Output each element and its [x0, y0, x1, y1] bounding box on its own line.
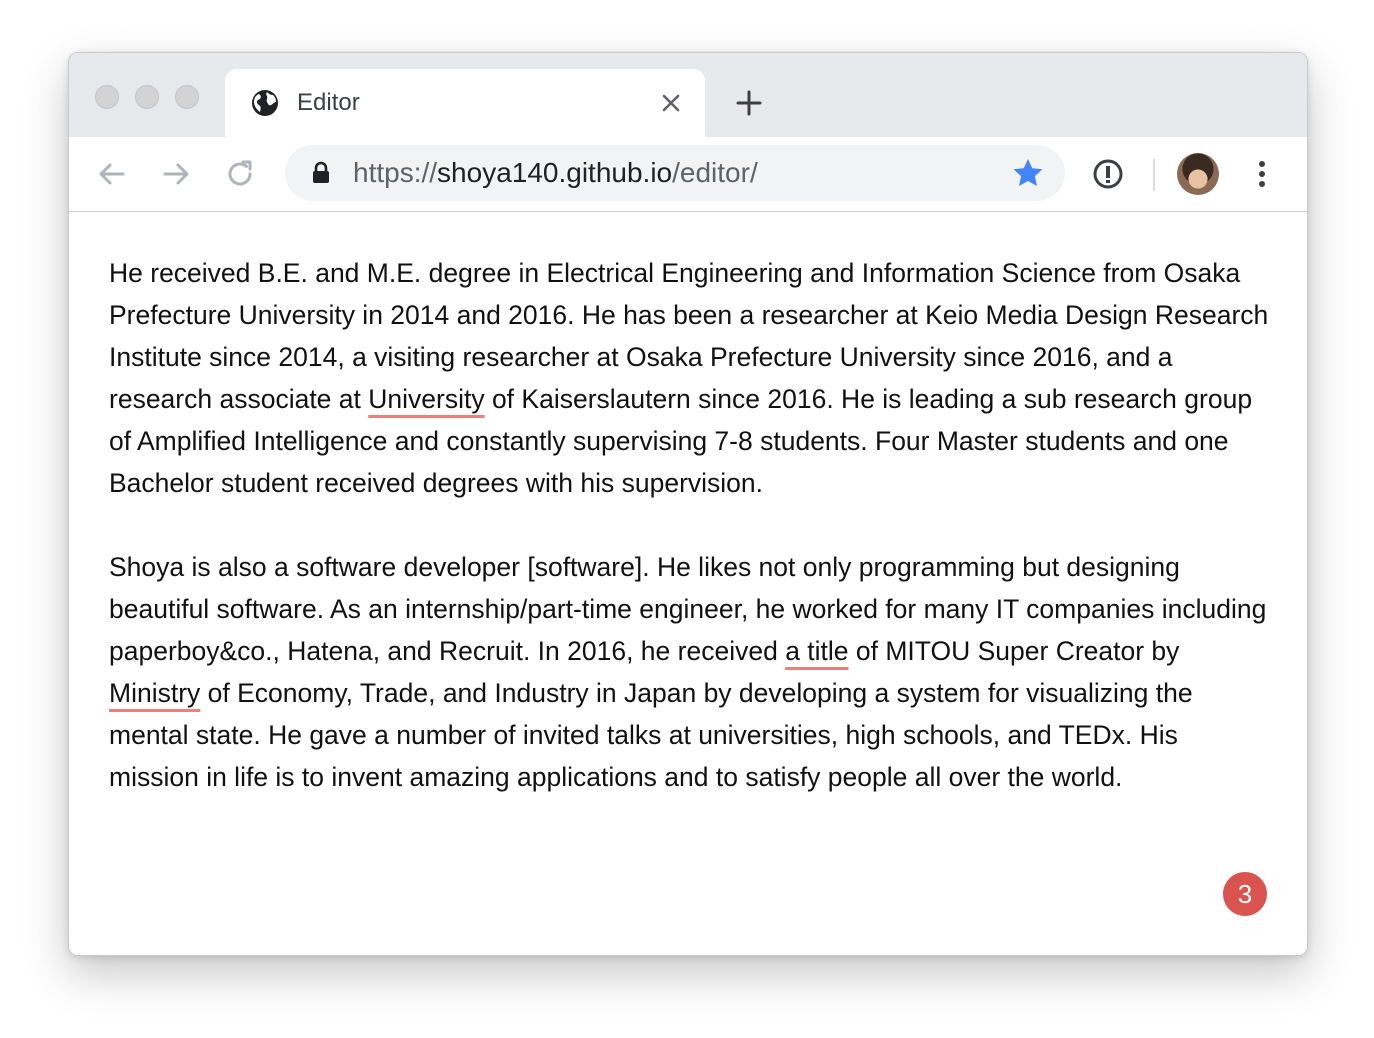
url-text[interactable]: [353, 158, 758, 188]
address-bar[interactable]: [285, 145, 1065, 201]
avatar[interactable]: [1177, 153, 1219, 195]
paragraph-text: Shoya is also a software developer [software]. He likes not only programming but designing beautiful software. As an internship/part-time engineer, he worked for many IT companies including paperboy&co., Hatena, and Recruit. In 2016, he received: [109, 552, 1267, 666]
plus-icon[interactable]: [733, 87, 765, 119]
url-host: shoya140.github.io: [437, 157, 673, 188]
lock-icon: [311, 161, 331, 185]
arrow-right-icon[interactable]: [159, 157, 193, 191]
arrow-left-icon[interactable]: [95, 157, 129, 191]
toolbar-divider: [1153, 159, 1155, 191]
globe-icon: [249, 87, 281, 119]
misspelled-word: a title: [785, 636, 849, 666]
reload-icon[interactable]: [223, 157, 257, 191]
text-editor[interactable]: [109, 252, 1269, 840]
window-zoom-button[interactable]: [175, 85, 199, 109]
window-close-button[interactable]: [95, 85, 119, 109]
url-scheme: https://: [353, 157, 438, 188]
browser-toolbar: [69, 137, 1307, 212]
misspelled-word: University: [368, 384, 485, 414]
editor-paragraph-2: [109, 546, 1269, 798]
close-icon[interactable]: [659, 91, 683, 115]
issue-count-badge[interactable]: 3: [1223, 872, 1267, 916]
paragraph-text: of MITOU Super Creator by: [848, 636, 1180, 666]
misspelled-word: Ministry: [109, 678, 201, 708]
url-path: /editor/: [672, 157, 758, 188]
browser-window: [68, 52, 1308, 956]
star-icon[interactable]: [1011, 157, 1045, 189]
paragraph-text: of Economy, Trade, and Industry in Japan by developing a system for visualizing the mental state. He gave a number of invited talks at universities, high schools, and TEDx. His mission in life is to invent amazing applications and to satisfy people all over the world.: [109, 678, 1193, 792]
paragraph-text: of Kaiserslautern since 2016. He is leading a sub research group of Amplified Intelligence and constantly supervising 7-8 students. Four Master students and one Bachelor student received degrees with his supervision.: [109, 384, 1253, 498]
tab-strip: [69, 53, 1307, 137]
tab-editor[interactable]: [225, 69, 705, 137]
kebab-menu-icon[interactable]: [1247, 157, 1277, 191]
info-circle-icon[interactable]: [1091, 157, 1125, 191]
page-content: [69, 212, 1307, 955]
window-minimize-button[interactable]: [135, 85, 159, 109]
paragraph-text: He received B.E. and M.E. degree in Electrical Engineering and Information Science from Osaka Prefecture University in 2014 and 2016. He has been a researcher at Keio Media Design Research Institute since 2014, a visiting researcher at Osaka Prefecture University since 2016, and a research associate at: [109, 258, 1269, 414]
editor-paragraph-1: [109, 252, 1269, 504]
tab-title: Editor: [297, 89, 360, 116]
